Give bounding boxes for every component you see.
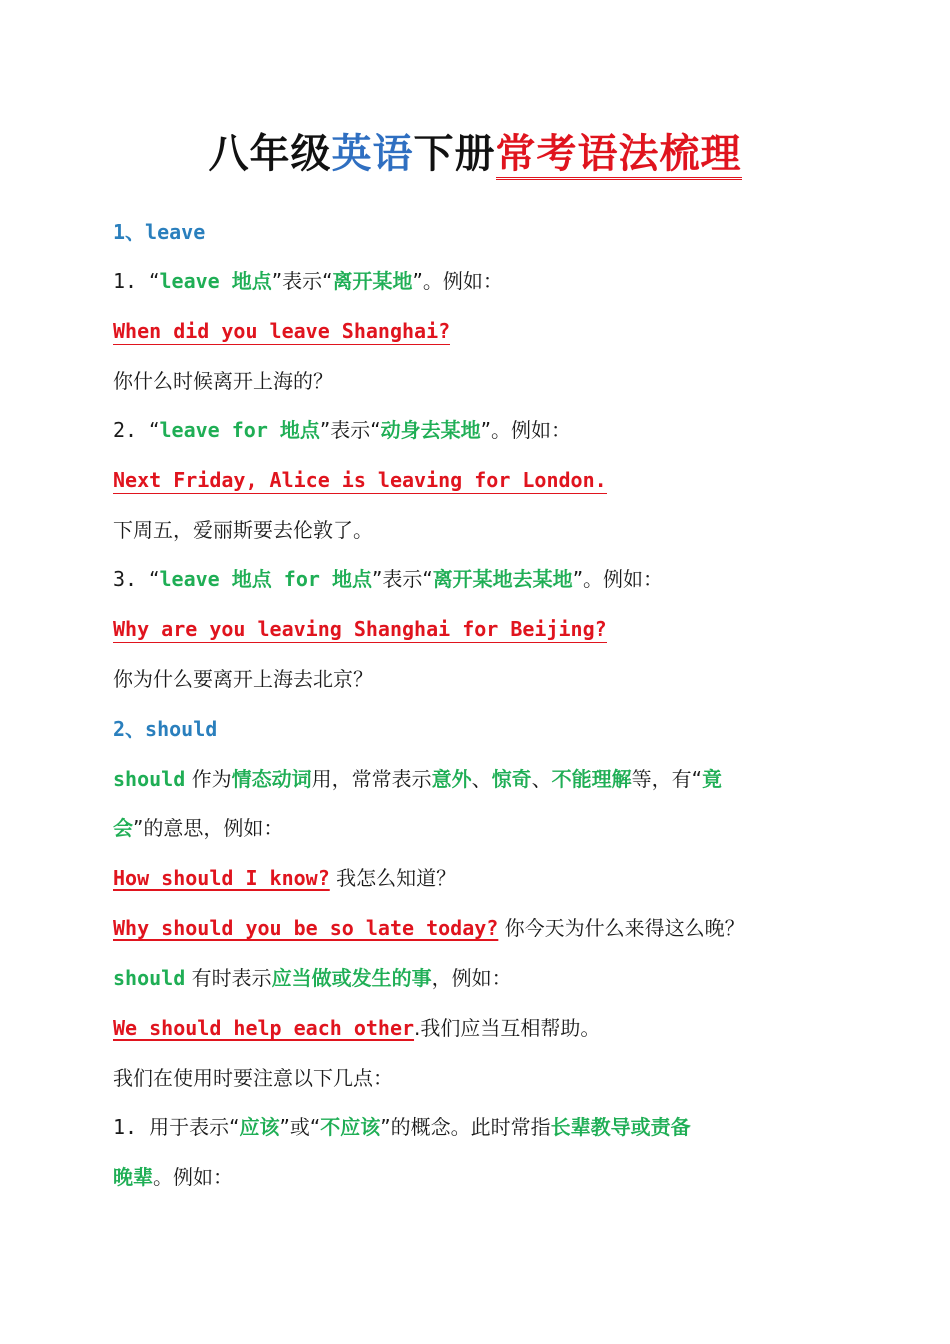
example-sentence	[113, 467, 607, 494]
rule-line-2	[113, 415, 853, 445]
keyword-juniors: 晚辈	[113, 1165, 153, 1189]
rule-connector: ”表示“	[319, 418, 381, 442]
example-line-3	[113, 614, 853, 644]
section-heading-leave: 1、leave	[113, 220, 206, 244]
rule-key: leave 地点 for 地点	[159, 567, 372, 591]
rule-tail: ”。例如：	[480, 418, 572, 442]
keyword-modal-verb: 情态动词	[231, 767, 312, 791]
title-part-english: 英语	[331, 131, 414, 177]
text: 有时表示	[185, 966, 272, 990]
example-sentence	[113, 616, 607, 643]
title-part-grammar: 常考语法梳理	[496, 131, 742, 180]
rule-connector: ”表示“	[271, 269, 333, 293]
keyword-surprise: 意外	[431, 767, 472, 791]
example-text: Next Friday, Alice is leaving for London.	[113, 468, 607, 492]
text: ，例如：	[431, 966, 512, 990]
rule-key: leave 地点	[159, 269, 272, 293]
quote-open: “	[149, 418, 160, 442]
translation-3: 你为什么要离开上海去北京？	[113, 667, 373, 691]
rule-connector: ”表示“	[371, 567, 433, 591]
should-intro-line-1	[113, 764, 853, 794]
text: 。例如：	[153, 1165, 233, 1189]
should-example-2	[113, 913, 853, 943]
quote-open: “	[149, 567, 160, 591]
example-line-2	[113, 465, 853, 495]
text: ”的概念。此时常指	[380, 1115, 551, 1139]
should-example-1	[113, 863, 853, 893]
quote-open: “	[149, 269, 160, 293]
keyword-should: should	[113, 966, 186, 990]
example-sentence	[113, 318, 450, 345]
text: ”的意思，例如：	[133, 816, 284, 840]
keyword-elders-teach: 长辈教导或责备	[550, 1115, 691, 1139]
text: 作为	[185, 767, 232, 791]
should-intro-2	[113, 963, 853, 993]
example-text: When did you leave Shanghai?	[113, 319, 451, 343]
rule-tail: ”。例如：	[572, 567, 664, 591]
example-text: Why are you leaving Shanghai for Beijing?	[113, 617, 607, 641]
example-translation: 我怎么知道？	[329, 866, 457, 890]
rule-line-1	[113, 266, 853, 296]
point-1-line-2	[113, 1162, 853, 1192]
keyword-amazement: 惊奇	[491, 767, 532, 791]
usage-note: 我们在使用时要注意以下几点：	[113, 1066, 393, 1090]
translation-1: 你什么时候离开上海的？	[113, 369, 333, 393]
text: ”或“	[279, 1115, 321, 1139]
keyword-obligation: 应当做或发生的事	[271, 966, 432, 990]
rule-meaning: 离开某地去某地	[432, 567, 573, 591]
example-line-1	[113, 316, 853, 346]
page-title	[0, 126, 950, 182]
point-1-line-1	[113, 1112, 853, 1142]
example-translation: .我们应当互相帮助。	[414, 1016, 601, 1040]
rule-meaning: 动身去某地	[380, 418, 481, 442]
rule-meaning: 离开某地	[332, 269, 413, 293]
rule-number: 3.	[113, 567, 150, 591]
rule-key: leave for 地点	[159, 418, 320, 442]
should-example-3	[113, 1013, 853, 1043]
should-intro-line-2	[113, 813, 853, 843]
rule-number: 1.	[113, 269, 150, 293]
section-heading-should: 2、should	[113, 717, 218, 741]
title-part-grade: 八年级	[208, 131, 332, 177]
text: 、	[471, 767, 492, 791]
text: 、	[531, 767, 552, 791]
keyword-should-not: 不应该	[320, 1115, 381, 1139]
rule-line-3	[113, 564, 853, 594]
keyword-hui: 会	[113, 816, 133, 840]
keyword-jing: 竟	[701, 767, 722, 791]
translation-2: 下周五，爱丽斯要去伦敦了。	[113, 518, 373, 542]
title-part-volume: 下册	[413, 131, 496, 177]
text: 用，常常表示	[311, 767, 432, 791]
point-number: 1.	[113, 1115, 150, 1139]
example-sentence: Why should you be so late today?	[113, 916, 499, 940]
example-sentence: We should help each other	[113, 1016, 415, 1040]
text: 用于表示“	[149, 1115, 240, 1139]
example-translation: 你今天为什么来得这么晚？	[498, 916, 745, 940]
rule-tail: ”。例如：	[412, 269, 503, 293]
example-sentence: How should I know?	[113, 866, 330, 890]
keyword-should-do: 应该	[239, 1115, 280, 1139]
rule-number: 2.	[113, 418, 150, 442]
keyword-incomprehension: 不能理解	[551, 767, 632, 791]
keyword-should: should	[113, 767, 186, 791]
text: 等，有“	[631, 767, 702, 791]
